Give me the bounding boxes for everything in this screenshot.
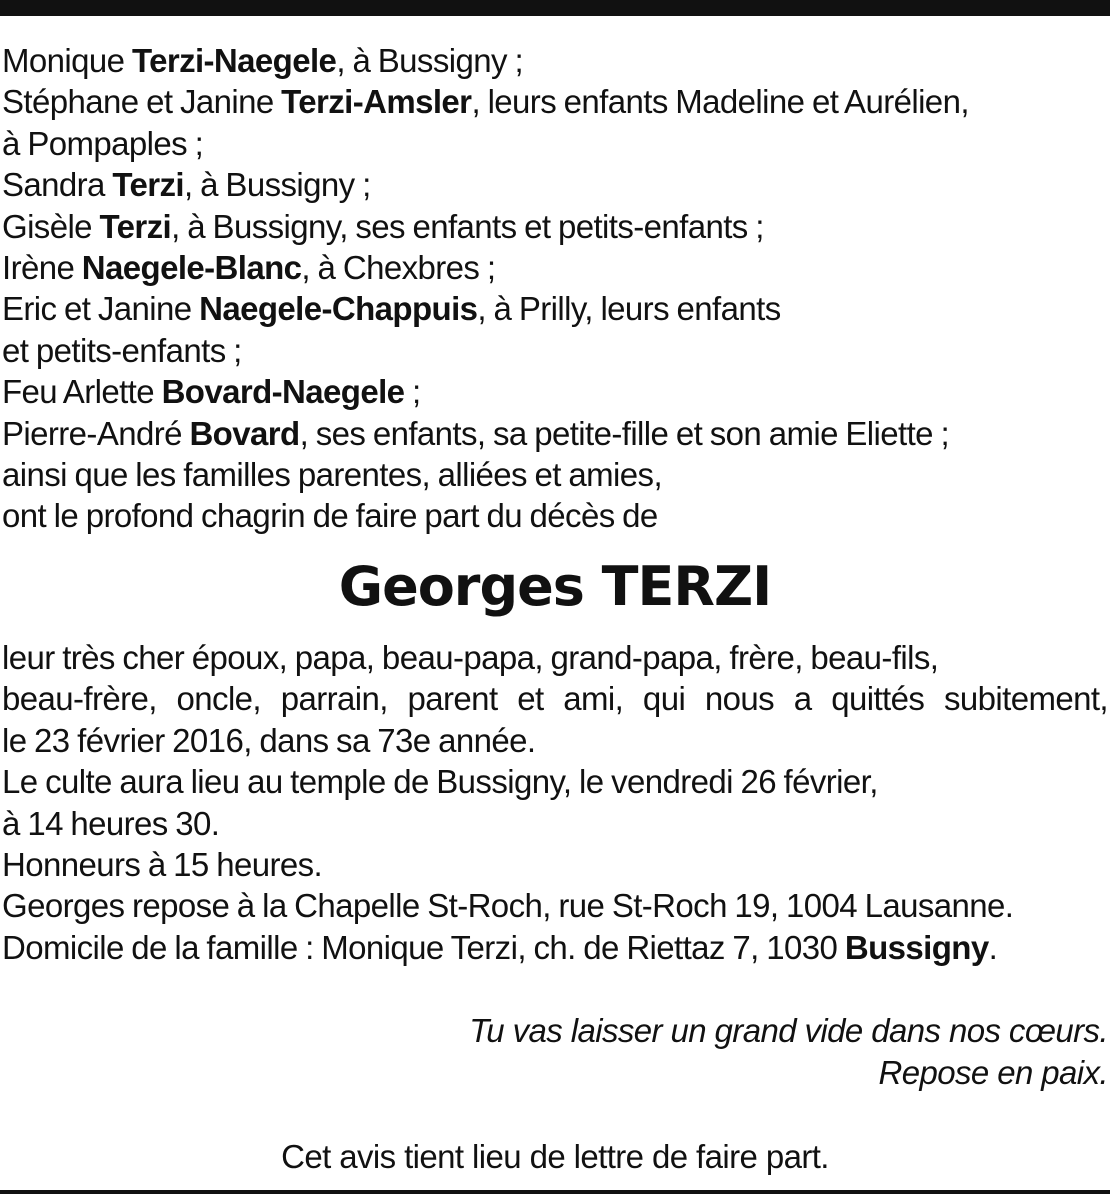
family-line — [2, 40, 1108, 81]
family-line — [2, 206, 1108, 247]
details-line: à 14 heures 30. — [2, 804, 220, 842]
family-line — [2, 164, 1108, 205]
quote-line: Tu vas laisser un grand vide dans nos cœurs. — [469, 1012, 1108, 1049]
family-text: , à Chexbres ; — [301, 248, 496, 286]
family-line — [2, 123, 1108, 164]
family-surname: Bovard — [189, 414, 300, 452]
notice-text: Cet avis tient lieu de lettre de faire part. — [281, 1138, 829, 1175]
family-line — [2, 330, 1108, 371]
family-text: , leurs enfants Madeline et Aurélien, — [471, 83, 969, 121]
family-line — [2, 495, 1108, 536]
details-line: beau-frère, oncle, parrain, parent et ami, qui nous a quittés subitement, — [2, 680, 1108, 718]
family-text: ; — [404, 373, 421, 411]
details-line: Georges repose à la Chapelle St-Roch, rue St-Roch 19, 1004 Lausanne. — [2, 887, 1014, 925]
family-text: Stéphane et Janine — [2, 83, 282, 121]
details-text — [2, 637, 1108, 968]
family-text: Sandra — [2, 166, 113, 204]
family-text: Monique — [2, 42, 132, 79]
family-surname: Bovard-Naegele — [161, 373, 405, 411]
family-text: Irène — [2, 248, 82, 286]
family-line — [2, 81, 1108, 122]
family-surname: Terzi-Naegele — [131, 42, 337, 79]
family-text: , à Bussigny, ses enfants et petits-enfants ; — [171, 207, 764, 245]
family-list — [2, 40, 1108, 537]
family-line — [2, 371, 1108, 412]
address-text: Domicile de la famille : Monique Terzi, ch. de Riettaz 7, 1030 — [2, 928, 845, 966]
details-line: le 23 février 2016, dans sa 73e année. — [2, 721, 536, 759]
family-text: Feu Arlette — [2, 373, 162, 411]
family-line — [2, 413, 1108, 454]
family-surname: Naegele-Chappuis — [199, 290, 478, 328]
family-line — [2, 288, 1108, 329]
family-text: à Pompaples ; — [2, 124, 204, 162]
family-surname: Terzi-Amsler — [281, 83, 472, 121]
details-line: leur très cher époux, papa, beau-papa, grand-papa, frère, beau-fils, — [2, 639, 939, 676]
details-line: Honneurs à 15 heures. — [2, 845, 323, 883]
family-text: , à Bussigny ; — [336, 42, 524, 79]
family-text: , à Bussigny ; — [183, 166, 371, 204]
family-text: ont le profond chagrin de faire part du décès de — [2, 497, 658, 535]
deceased-name: Georges TERZI — [338, 555, 772, 618]
family-line — [2, 454, 1108, 495]
farewell-quote — [469, 1010, 1108, 1094]
family-text: ainsi que les familles parentes, alliées et amies, — [2, 455, 663, 493]
family-text: , ses enfants, sa petite-fille et son amie Eliette ; — [299, 414, 950, 452]
quote-line: Repose en paix. — [878, 1054, 1108, 1091]
address-town: Bussigny — [844, 928, 989, 966]
family-surname: Naegele-Blanc — [81, 248, 302, 286]
family-text: Eric et Janine — [2, 290, 200, 328]
family-text: Gisèle — [2, 207, 100, 245]
address-text: . — [988, 928, 998, 966]
details-line: Le culte aura lieu au temple de Bussigny, le vendredi 26 février, — [2, 763, 878, 801]
top-rule — [0, 0, 1110, 16]
bottom-rule — [0, 1190, 1110, 1194]
details-line — [2, 927, 1108, 968]
family-text: , à Prilly, leurs enfants — [477, 290, 781, 328]
family-line — [2, 247, 1108, 288]
family-text: et petits-enfants ; — [2, 331, 242, 369]
family-text: Pierre-André — [2, 414, 190, 452]
family-surname: Terzi — [112, 166, 184, 204]
family-surname: Terzi — [99, 207, 172, 245]
